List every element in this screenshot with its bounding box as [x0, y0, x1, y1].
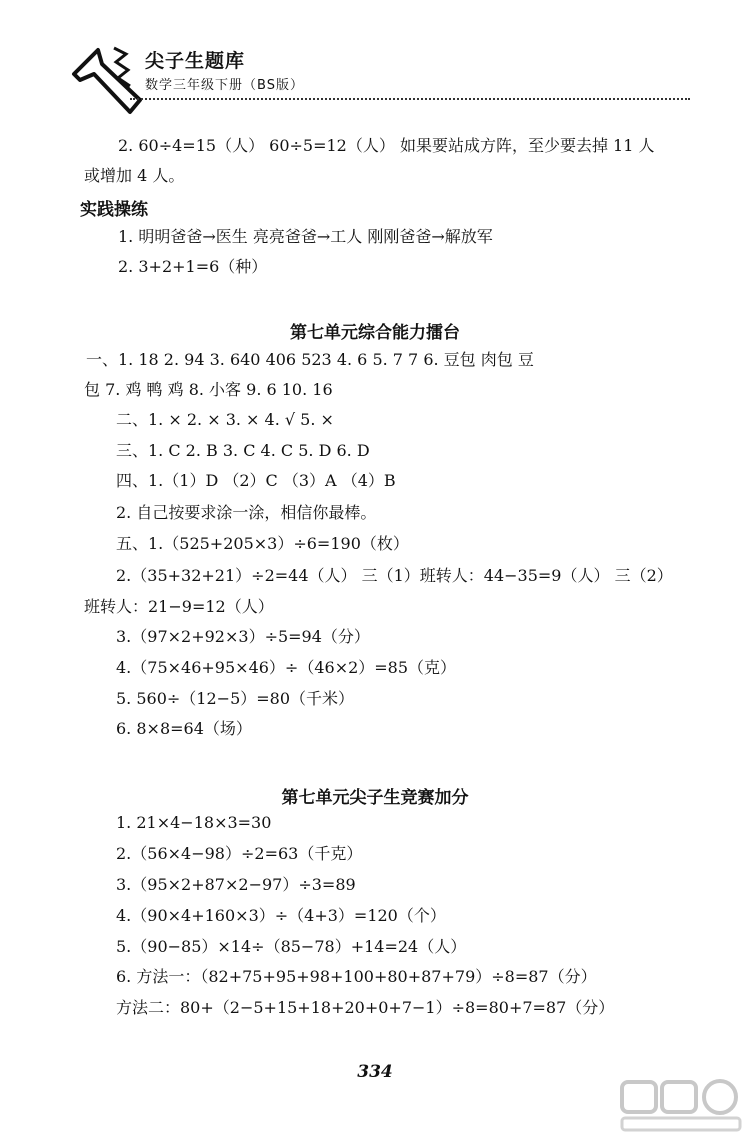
answer-line: 二、1. × 2. × 3. × 4. √ 5. × [116, 410, 334, 429]
answer-line: 3.（97×2+92×3）÷5=94（分） [116, 627, 370, 646]
answer-line: 四、1.（1）D （2）C （3）A （4）B [116, 471, 396, 490]
answer-line: 3.（95×2+87×2−97）÷3=89 [116, 875, 356, 894]
answer-line: 2.（56×4−98）÷2=63（千克） [116, 844, 363, 863]
header-divider [130, 98, 690, 100]
page-number: 334 [357, 1062, 393, 1082]
page-header [70, 40, 710, 120]
brand-title: 尖子生题库 [145, 50, 246, 72]
answer-line: 三、1. C 2. B 3. C 4. C 5. D 6. D [116, 441, 370, 460]
book-subtitle: 数学三年级下册（BS版） [145, 78, 304, 93]
answer-line: 1. 21×4−18×3=30 [116, 813, 272, 832]
section-heading: 第七单元综合能力擂台 [290, 323, 460, 343]
answer-line: 2. 3+2+1=6（种） [118, 257, 268, 276]
answer-line: 2. 自己按要求涂一涂，相信你最棒。 [116, 503, 377, 522]
answer-line: 6. 方法一：（82+75+95+98+100+80+87+79）÷8=87（分） [116, 967, 597, 986]
answer-line: 4.（90×4+160×3）÷（4+3）=120（个） [116, 906, 446, 925]
answer-line: 班转人：21−9=12（人） [84, 597, 274, 616]
answer-line: 五、1.（525+205×3）÷6=190（枚） [116, 534, 409, 553]
watermark-logo-icon [616, 1076, 746, 1136]
answer-line: 5. 560÷（12−5）=80（千米） [116, 689, 355, 708]
answer-line: 2. 60÷4=15（人） 60÷5=12（人） 如果要站成方阵，至少要去掉 11 人 [118, 136, 655, 155]
answer-line: 一、1. 18 2. 94 3. 640 406 523 4. 6 5. 7 7 6. 豆包 肉包 豆 [86, 350, 534, 369]
answer-line: 方法二：80+（2−5+15+18+20+0+7−1）÷8=80+7=87（分） [116, 998, 615, 1017]
section-heading: 第七单元尖子生竞赛加分 [281, 788, 469, 808]
answer-line: 1. 明明爸爸→医生 亮亮爸爸→工人 刚刚爸爸→解放军 [118, 227, 493, 246]
answer-line: 2.（35+32+21）÷2=44（人） 三（1）班转人：44−35=9（人） 三（2） [116, 566, 673, 585]
answer-line: 4.（75×46+95×46）÷（46×2）=85（克） [116, 658, 457, 677]
answer-line: 6. 8×8=64（场） [116, 719, 252, 738]
arrow-logo-icon [70, 40, 150, 120]
answer-line: 或增加 4 人。 [84, 166, 185, 185]
answer-line: 5.（90−85）×14÷（85−78）+14=24（人） [116, 937, 467, 956]
answer-line: 包 7. 鸡 鸭 鸡 8. 小客 9. 6 10. 16 [84, 380, 333, 399]
section-title: 实践操练 [80, 200, 148, 220]
